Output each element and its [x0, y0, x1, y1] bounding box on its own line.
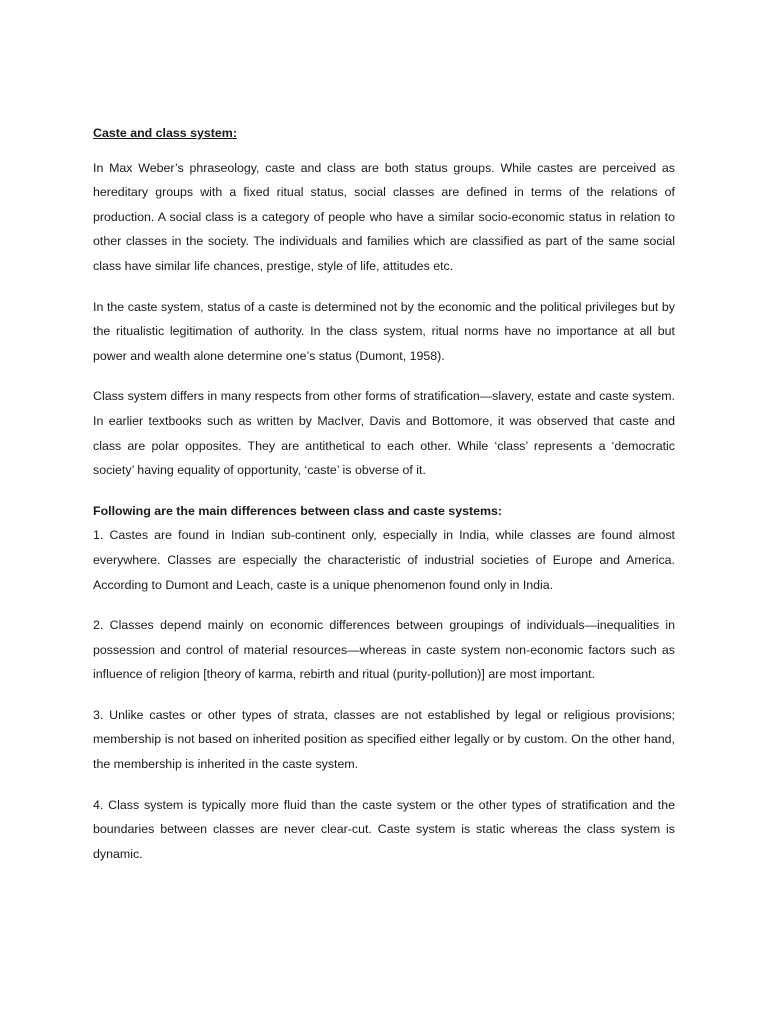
difference-item-3: 3. Unlike castes or other types of strata, classes are not established by legal or religious provisions; membership is not based on inherited position as specified either legally or by custom. On the other hand, the membership is inherited in the caste system. — [93, 707, 675, 772]
document-title: Caste and class system: — [93, 126, 237, 140]
difference-item-2: 2. Classes depend mainly on economic differences between groupings of individuals—inequalities in possession and control of material resources—whereas in caste system non-economic factors such as influence of religion [theory of karma, rebirth and ritual (purity-pollution)] are most important. — [93, 618, 675, 682]
difference-item-1: 1. Castes are found in Indian sub-continent only, especially in India, while classes are found almost everywhere. Classes are especially the characteristic of industrial societies of Europe and America. According to Dumont and Leach, caste is a unique phenomenon found only in India. — [93, 528, 675, 592]
intro-paragraph-3: Class system differs in many respects from other forms of stratification—slavery, estate and caste system. In earlier textbooks such as written by MacIver, Davis and Bottomore, it was observed that caste and class are polar opposites. They are antithetical to each other. While ‘class’ represents a ‘democratic society’ having equality of opportunity, ‘caste’ is obverse of it. — [93, 389, 675, 478]
difference-item-4: 4. Class system is typically more fluid than the caste system or the other types of stratification and the boundaries between classes are never clear-cut. Caste system is static whereas the class system is dynamic. — [93, 797, 675, 861]
differences-heading: Following are the main differences between class and caste systems: — [93, 503, 503, 518]
document-body — [93, 121, 675, 882]
intro-paragraph-2: In the caste system, status of a caste is determined not by the economic and the political privileges but by the ritualistic legitimation of authority. In the class system, ritual norms have no importance at all but power and wealth alone determine one’s status (Dumont, 1958). — [93, 299, 675, 363]
intro-paragraph-1: In Max Weber’s phraseology, caste and class are both status groups. While castes are perceived as hereditary groups with a fixed ritual status, social classes are defined in terms of the relations of production. A social class is a category of people who have a similar socio-economic status in relation to other classes in the society. The individuals and families which are classified as part of the same social class have similar life chances, prestige, style of life, attitudes etc. — [93, 160, 675, 273]
